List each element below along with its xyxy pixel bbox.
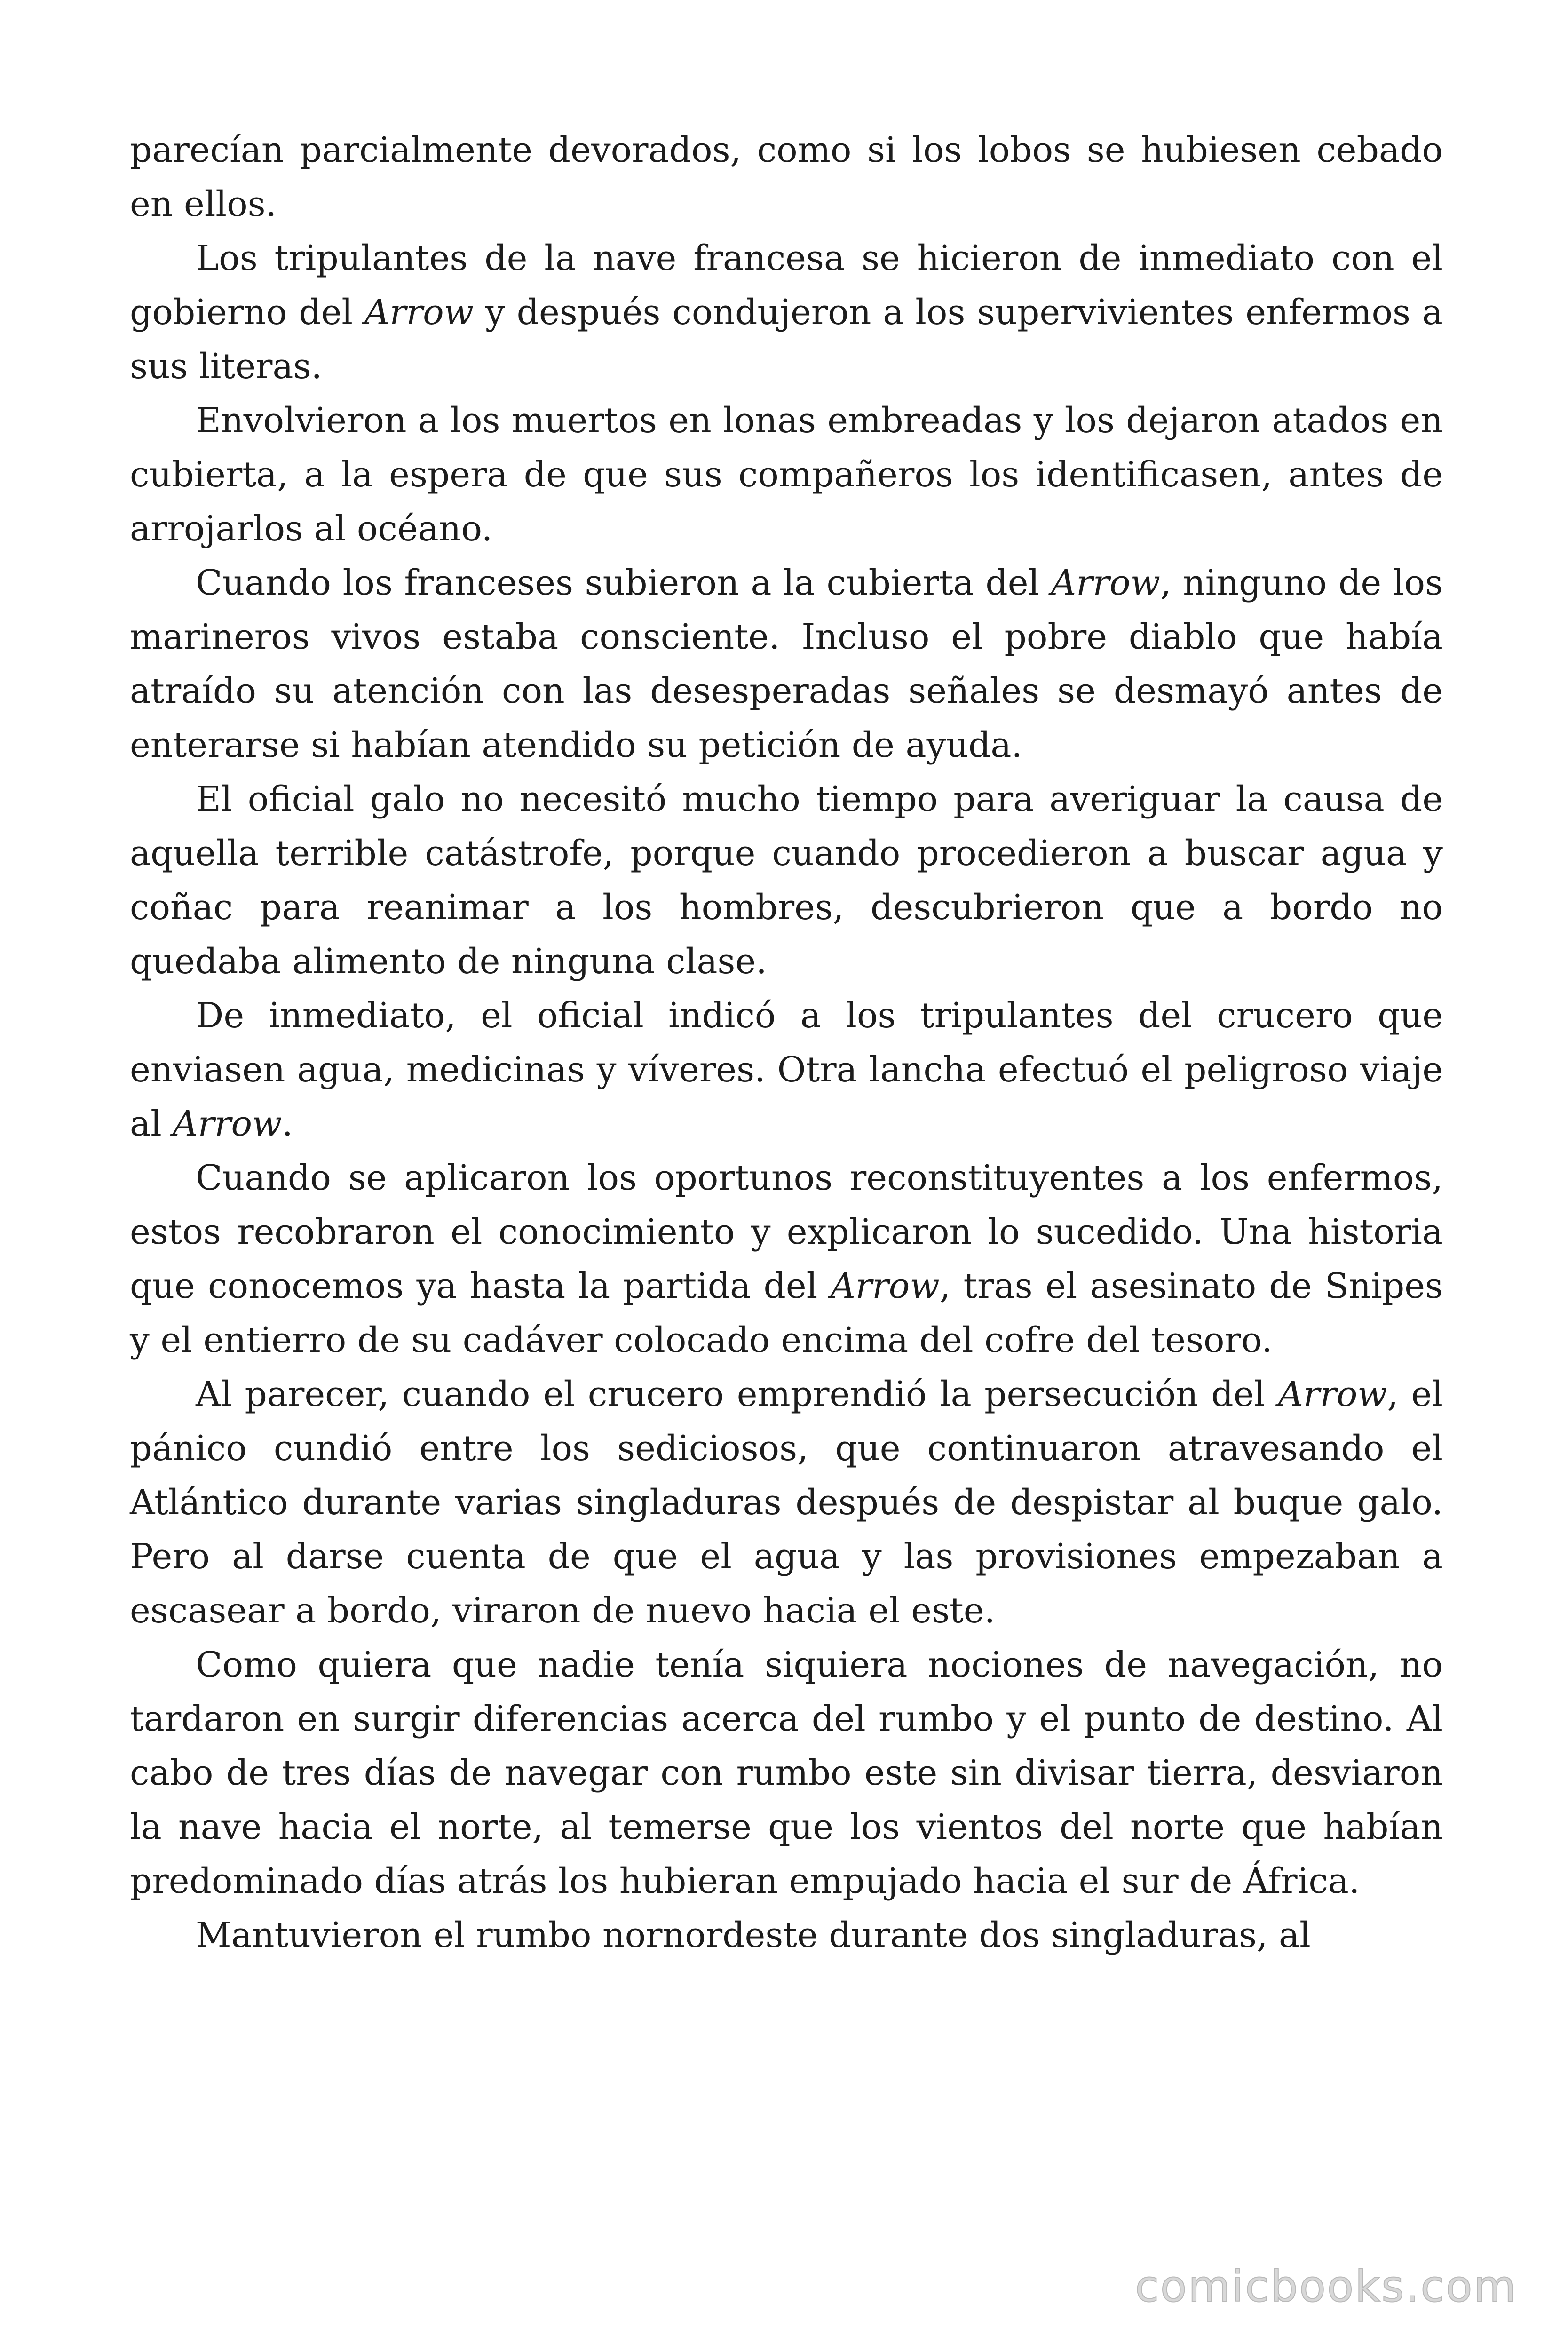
paragraph	[130, 1638, 1443, 1908]
italic-ship-name: Arrow	[1278, 1374, 1387, 1414]
paragraph	[130, 231, 1443, 394]
paragraph	[130, 1151, 1443, 1367]
italic-ship-name: Arrow	[173, 1104, 282, 1144]
paragraph	[130, 556, 1443, 772]
watermark: comicbooks.com	[1135, 2261, 1517, 2312]
text-run: El oficial galo no necesitó mucho tiempo para averiguar la causa de aquella terrible catástrofe, porque cuando procedieron a buscar agua y coñac para reanimar a los hombres, descubrieron que a bordo no quedaba alimento de ninguna clase.	[130, 779, 1443, 982]
italic-ship-name: Arrow	[364, 292, 474, 333]
paragraph	[130, 772, 1443, 989]
italic-ship-name: Arrow	[1051, 563, 1160, 603]
text-run: , tras el asesinato de Snipes y el entierro de su cadáver colocado encima del cofre del tesoro.	[130, 1266, 1443, 1360]
page-text	[130, 123, 1443, 1963]
text-run: Cuando se aplicaron los oportunos reconstituyentes a los enfermos, estos recobraron el conocimiento y explicaron lo sucedido. Una historia que conocemos ya hasta la partida del	[130, 1158, 1443, 1306]
paragraph	[130, 394, 1443, 556]
paragraph	[130, 123, 1443, 231]
text-run: parecían parcialmente devorados, como si los lobos se hubiesen cebado en ellos.	[130, 130, 1443, 224]
paragraph	[130, 1908, 1443, 1963]
paragraph	[130, 989, 1443, 1151]
text-run: Los tripulantes de la nave francesa se hicieron de inmediato con el gobierno del	[130, 238, 1443, 333]
text-run: , ninguno de los marineros vivos estaba consciente. Incluso el pobre diablo que había atraído su atención con las desesperadas señales se desmayó antes de enterarse si habían atendido su petición de ayuda.	[130, 563, 1443, 765]
text-run: Envolvieron a los muertos en lonas embreadas y los dejaron atados en cubierta, a la espera de que sus compañeros los identificasen, antes de arrojarlos al océano.	[130, 400, 1443, 549]
text-run: Cuando los franceses subieron a la cubierta del	[196, 563, 1051, 603]
text-run: Mantuvieron el rumbo nornordeste durante dos singladuras, al	[196, 1915, 1311, 1955]
text-run: Al parecer, cuando el crucero emprendió la persecución del	[196, 1374, 1278, 1414]
paragraph	[130, 1367, 1443, 1638]
text-run: De inmediato, el oficial indicó a los tripulantes del crucero que enviasen agua, medicinas y víveres. Otra lancha efectuó el peligroso viaje al	[130, 995, 1443, 1144]
text-run: , el pánico cundió entre los sediciosos, que continuaron atravesando el Atlántico durante varias singladuras después de despistar al buque galo. Pero al darse cuenta de que el agua y las provisiones empezaban a escasear a bordo, viraron de nuevo hacia el este.	[130, 1374, 1443, 1631]
text-run: y después condujeron a los supervivientes enfermos a sus literas.	[130, 292, 1443, 387]
italic-ship-name: Arrow	[830, 1266, 940, 1306]
text-run: .	[282, 1104, 293, 1144]
text-run: Como quiera que nadie tenía siquiera nociones de navegación, no tardaron en surgir diferencias acerca del rumbo y el punto de destino. Al cabo de tres días de navegar con rumbo este sin divisar tierra, desviaron la nave hacia el norte, al temerse que los vientos del norte que habían predominado días atrás los hubieran empujado hacia el sur de África.	[130, 1645, 1443, 1901]
